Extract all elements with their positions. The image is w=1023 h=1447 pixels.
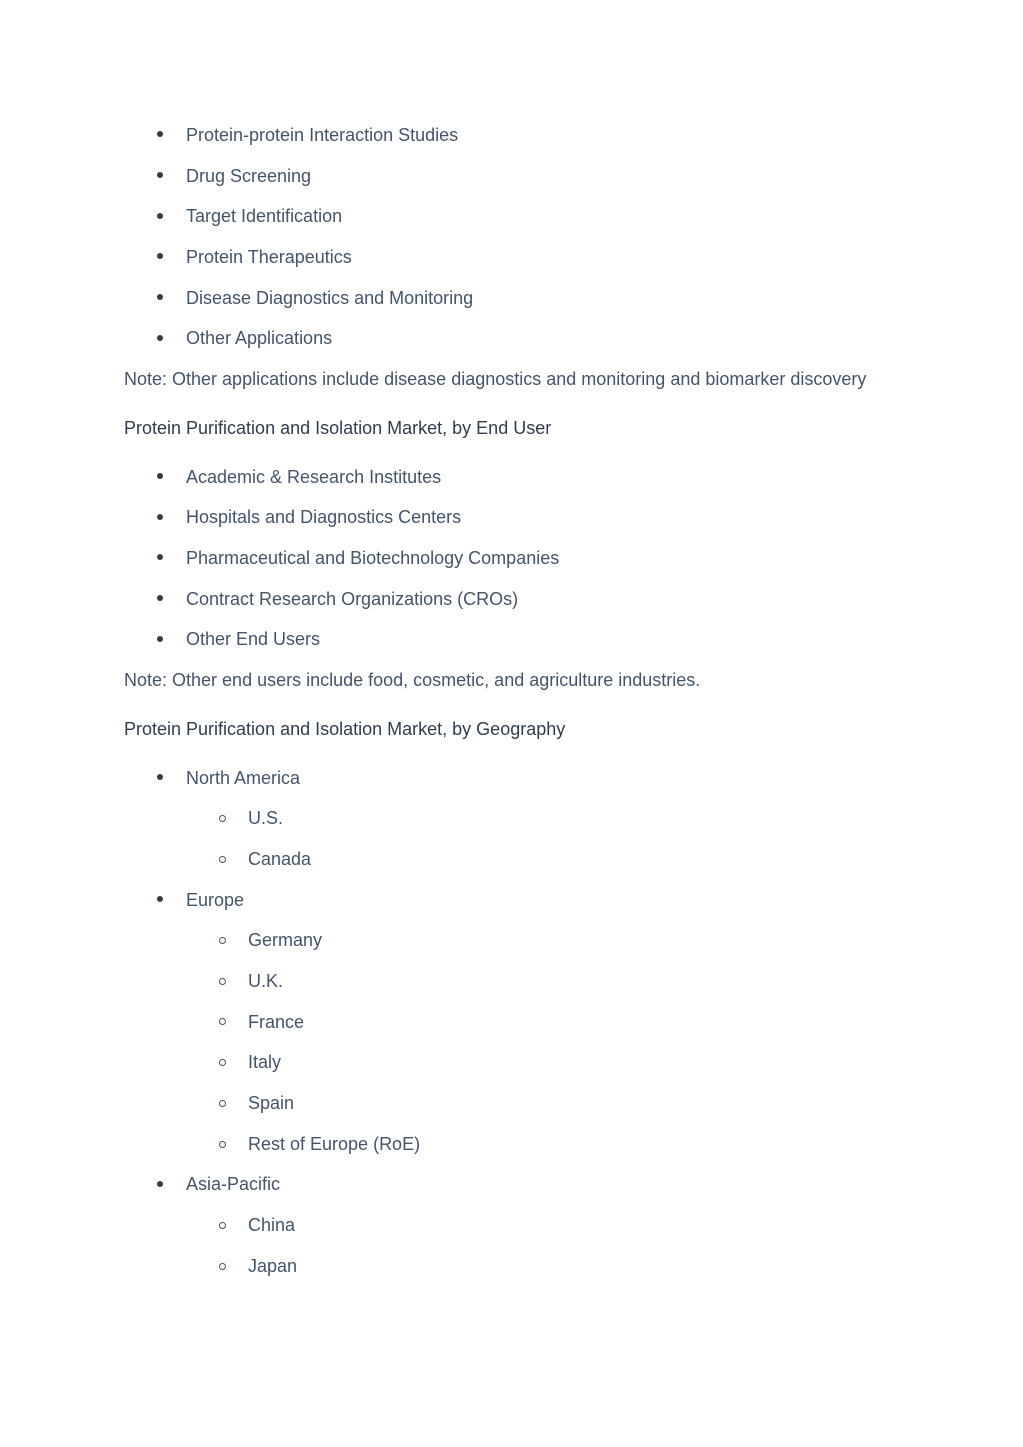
circle-bullet-icon — [217, 847, 227, 872]
country-item — [186, 1010, 884, 1035]
circle-bullet-icon — [217, 1213, 227, 1238]
circle-bullet-icon — [217, 1254, 227, 1279]
country-list — [186, 928, 884, 1156]
circle-bullet-icon — [217, 1091, 227, 1116]
bullet-icon — [155, 587, 165, 612]
list-item-label: Protein-protein Interaction Studies — [186, 125, 459, 145]
country-list — [186, 1213, 884, 1279]
list-item-label: Academic & Research Institutes — [186, 466, 442, 487]
list-item-label: Other Applications — [186, 328, 333, 349]
region-label: Europe — [186, 889, 245, 910]
country-label: Japan — [248, 1255, 298, 1276]
region-item — [124, 766, 884, 872]
country-label: Canada — [248, 848, 312, 869]
bullet-icon — [155, 326, 165, 351]
country-item — [186, 969, 884, 994]
list-item-label: Target Identification — [186, 206, 343, 227]
bullet-icon — [155, 627, 165, 652]
bullet-icon — [155, 465, 165, 490]
bullet-icon — [155, 204, 165, 229]
country-item — [186, 1254, 884, 1279]
list-item — [124, 245, 884, 270]
list-item — [124, 286, 884, 311]
bullet-icon — [155, 245, 165, 270]
country-label: Germany — [248, 930, 323, 951]
country-label: U.K. — [248, 971, 284, 991]
applications-list — [124, 123, 884, 351]
country-list — [186, 806, 884, 872]
country-label: Italy — [248, 1052, 282, 1073]
region-label: North America — [186, 767, 301, 788]
bullet-icon — [155, 164, 165, 189]
list-item — [124, 123, 884, 148]
region-item — [124, 888, 884, 1157]
country-label: Spain — [248, 1093, 295, 1114]
list-item-label: Other End Users — [186, 629, 321, 650]
list-item-label: Pharmaceutical and Biotechnology Companies — [186, 548, 560, 568]
list-item — [124, 204, 884, 229]
circle-bullet-icon — [217, 1010, 227, 1035]
bullet-icon — [155, 766, 165, 791]
country-item — [186, 806, 884, 831]
list-item — [124, 587, 884, 612]
circle-bullet-icon — [217, 1050, 227, 1075]
country-label: Rest of Europe (RoE) — [248, 1133, 421, 1154]
circle-bullet-icon — [217, 1132, 227, 1157]
list-item-label: Hospitals and Diagnostics Centers — [186, 507, 462, 528]
region-item — [124, 1172, 884, 1278]
list-item — [124, 505, 884, 530]
circle-bullet-icon — [217, 969, 227, 994]
list-item-label: Protein Therapeutics — [186, 247, 352, 268]
end-user-note: Note: Other end users include food, cosmetic, and agriculture industries. — [124, 669, 701, 690]
country-label: U.S. — [248, 808, 284, 829]
applications-note: Note: Other applications include disease diagnostics and monitoring and biomarker discovery — [124, 368, 867, 389]
list-item — [124, 546, 884, 571]
bullet-icon — [155, 546, 165, 571]
country-item — [186, 1091, 884, 1116]
region-label: Asia-Pacific — [186, 1174, 281, 1195]
list-item — [124, 164, 884, 189]
list-item — [124, 465, 884, 490]
country-item — [186, 1132, 884, 1157]
circle-bullet-icon — [217, 806, 227, 831]
country-label: China — [248, 1215, 296, 1236]
country-label: France — [248, 1011, 305, 1032]
end-user-heading: Protein Purification and Isolation Market, by End User — [124, 417, 552, 438]
end-user-list — [124, 465, 884, 653]
circle-bullet-icon — [217, 928, 227, 953]
geography-list — [124, 766, 884, 1279]
list-item — [124, 627, 884, 652]
document-content — [124, 123, 884, 1295]
bullet-icon — [155, 1172, 165, 1197]
bullet-icon — [155, 123, 165, 148]
bullet-icon — [155, 888, 165, 913]
country-item — [186, 1213, 884, 1238]
list-item-label: Disease Diagnostics and Monitoring — [186, 287, 474, 308]
country-item — [186, 847, 884, 872]
list-item — [124, 326, 884, 351]
list-item-label: Contract Research Organizations (CROs) — [186, 588, 519, 609]
bullet-icon — [155, 505, 165, 530]
bullet-icon — [155, 286, 165, 311]
country-item — [186, 1050, 884, 1075]
country-item — [186, 928, 884, 953]
geography-heading: Protein Purification and Isolation Market, by Geography — [124, 718, 566, 739]
list-item-label: Drug Screening — [186, 165, 312, 186]
